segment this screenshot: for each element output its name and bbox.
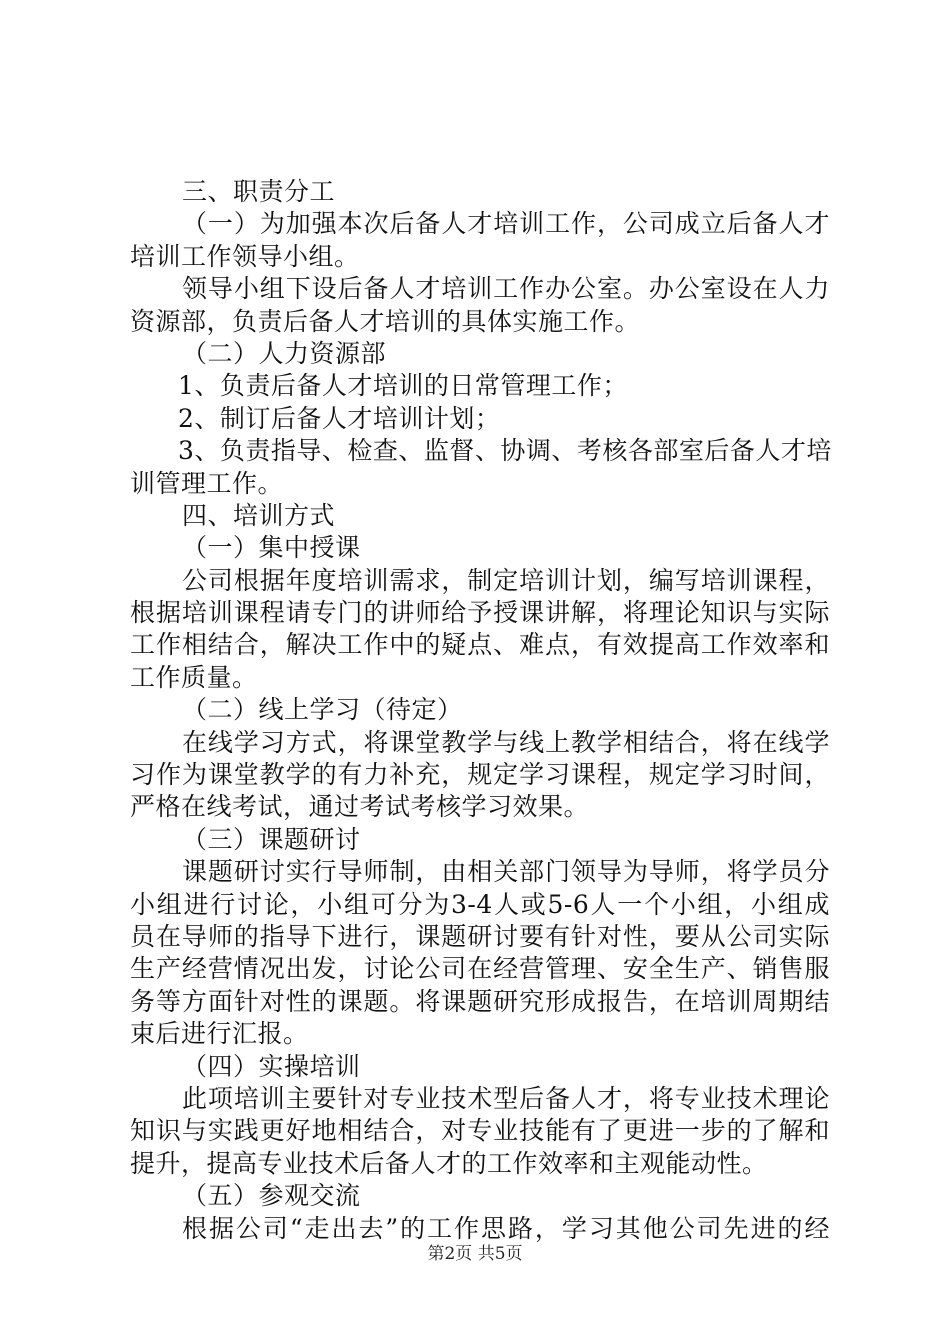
subsection-heading: （二）线上学习（待定） — [182, 695, 463, 725]
subsection-heading: （五）参观交流 — [182, 1181, 361, 1211]
section-heading: 四、培训方式 — [182, 500, 336, 530]
paragraph-line: 资源部，负责后备人才培训的具体实施工作。 — [130, 306, 641, 336]
list-item: 3、负责指导、检查、监督、协调、考核各部室后备人才培 — [178, 436, 832, 466]
paragraph-line: 生产经营情况出发，讨论公司在经营管理、安全生产、销售服 — [130, 954, 830, 984]
paragraph-line: 束后进行汇报。 — [130, 1019, 309, 1049]
document-body — [130, 176, 830, 1245]
paragraph-line: 课题研讨实行导师制，由相关部门领导为导师，将学员分 — [182, 857, 830, 887]
paragraph-line: （一）为加强本次后备人才培训工作，公司成立后备人才 — [182, 209, 830, 239]
subsection-heading: （四）实操培训 — [182, 1051, 361, 1081]
list-item: 1、负责后备人才培训的日常管理工作； — [178, 371, 628, 401]
paragraph-line: 习作为课堂教学的有力补充，规定学习课程，规定学习时间， — [130, 760, 830, 790]
subsection-heading: （三）课题研讨 — [182, 824, 361, 854]
paragraph-line: 务等方面针对性的课题。将课题研究形成报告，在培训周期结 — [130, 986, 830, 1016]
paragraph-line: 小组进行讨论，小组可分为3-4人或5-6人一个小组，小组成 — [130, 889, 830, 919]
paragraph-line: 在线学习方式，将课堂教学与线上教学相结合，将在线学 — [182, 727, 830, 757]
paragraph-line: 工作相结合，解决工作中的疑点、难点，有效提高工作效率和 — [130, 630, 830, 660]
subsection-heading: （一）集中授课 — [182, 533, 361, 563]
page-number-footer: 第2页 共5页 — [427, 1244, 523, 1264]
paragraph-line: 此项培训主要针对专业技术型后备人才，将专业技术理论 — [182, 1083, 830, 1113]
paragraph-line: 领导小组下设后备人才培训工作办公室。办公室设在人力 — [182, 274, 830, 304]
paragraph-line: 严格在线考试，通过考试考核学习效果。 — [130, 792, 590, 822]
paragraph-line: 提升，提高专业技术后备人才的工作效率和主观能动性。 — [130, 1148, 768, 1178]
paragraph-line: 培训工作领导小组。 — [130, 241, 360, 271]
paragraph-line: 公司根据年度培训需求，制定培训计划，编写培训课程， — [182, 565, 830, 595]
list-item: 2、制订后备人才培训计划； — [178, 403, 501, 433]
paragraph-line: 员在导师的指导下进行，课题研讨要有针对性，要从公司实际 — [130, 921, 830, 951]
paragraph-line: 根据培训课程请专门的讲师给予授课讲解，将理论知识与实际 — [130, 598, 830, 628]
paragraph-line: 训管理工作。 — [130, 468, 284, 498]
subsection-heading: （二）人力资源部 — [182, 338, 387, 368]
paragraph-line: 知识与实践更好地相结合，对专业技能有了更进一步的了解和 — [130, 1116, 830, 1146]
section-heading: 三、职责分工 — [182, 177, 336, 206]
paragraph-line: 根据公司“走出去”的工作思路，学习其他公司先进的经 — [182, 1213, 830, 1243]
paragraph-line: 工作质量。 — [130, 662, 258, 692]
